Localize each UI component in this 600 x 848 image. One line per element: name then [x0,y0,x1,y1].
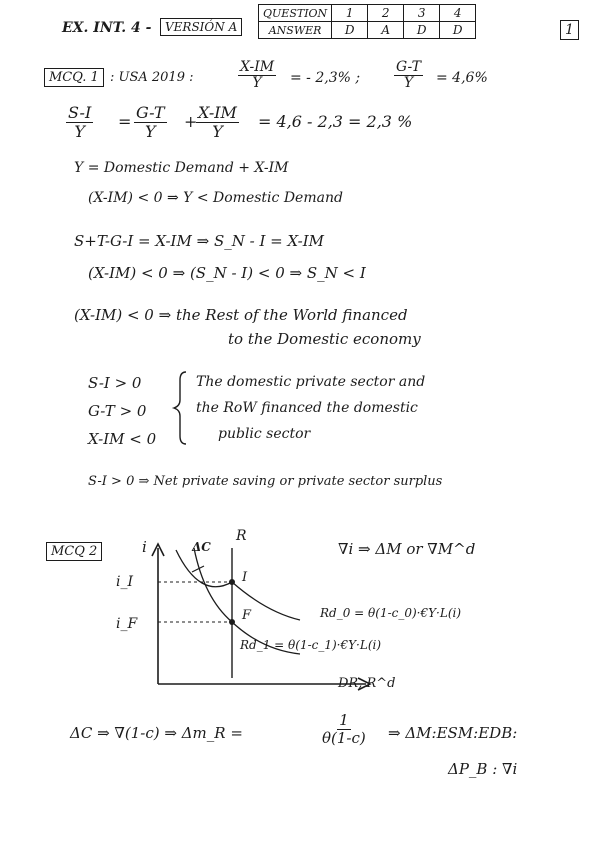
question-number: 3 [404,5,440,22]
fraction-denominator: θ(1-c) [322,728,366,747]
question-header: QUESTION [259,5,332,22]
interest-axis-label: i [142,538,147,556]
fraction-denominator: Y [403,75,414,92]
point-initial-label: I [242,570,248,585]
version-label: VERSIÓN A [160,18,242,36]
reserve-label: R [236,528,247,544]
reserves-axis-label: DR, R^d [338,676,396,691]
answer-value: A [368,22,404,39]
fraction-denominator: Y [252,75,262,92]
shift-arrow [192,566,204,572]
fraction-denominator: Y [212,121,223,141]
mcq2-label: MCQ 2 [46,542,102,561]
condition-explanation: the RoW financed the domestic [196,400,418,416]
initial-demand-equation: Rd_0 = θ(1-c_0)·€Y·L(i) [320,606,462,620]
fraction-denominator: Y [145,121,156,141]
public-deficit-value: = 4,6% [436,70,488,86]
fraction-numerator: X-IM [240,59,275,75]
plus-sign: + [184,112,198,131]
saving-result: = 4,6 - 2,3 = 2,3 % [258,112,413,131]
delta-c-label: ΔC [192,540,211,554]
page-number: 1 [560,20,579,40]
fraction-numerator: G-T [396,59,422,75]
reasoning-line: (X-IM) < 0 ⇒ Y < Domestic Demand [88,190,343,206]
multiplier-chain: ΔC ⇒ ∇(1-c) ⇒ Δm_R = [70,724,243,742]
reasoning-line: to the Domestic economy [228,330,421,348]
multiplier-fraction [322,712,366,746]
mcq1-intro: : USA 2019 : [110,70,194,85]
reasoning-line: (X-IM) < 0 ⇒ the Rest of the World financed [74,306,408,324]
point-final [229,619,235,625]
point-initial [229,579,235,585]
fraction-denominator: Y [74,121,85,141]
bond-price-note: ΔP_B : ∇i [448,760,518,778]
answer-header: ANSWER [259,22,332,39]
question-number: 1 [332,5,368,22]
multiplier-consequence: ⇒ ΔM:ESM:EDB: [388,724,518,742]
condition-explanation: public sector [218,426,311,442]
final-rate-label: i_F [116,616,138,632]
fraction-numerator: 1 [339,711,349,729]
demand-curve-initial [176,550,300,620]
reasoning-line: S+T-G-I = X-IM ⇒ S_N - I = X-IM [74,232,324,250]
fraction-numerator: G-T [136,103,165,122]
fraction-numerator: X-IM [198,103,237,122]
question-number: 4 [440,5,476,22]
net-exports-value: = - 2,3% ; [290,70,361,86]
rate-money-note: ∇i ⇒ ΔM or ∇M^d [338,540,476,558]
answer-value: D [404,22,440,39]
point-final-label: F [242,608,252,623]
answer-value: D [332,22,368,39]
reasoning-line: Y = Domestic Demand + X-IM [74,160,289,176]
equals-sign: = [118,112,132,131]
condition-external: X-IM < 0 [88,430,157,448]
exam-title: EX. INT. 4 - [62,20,152,36]
question-number: 2 [368,5,404,22]
condition-public: G-T > 0 [88,402,147,420]
net-private-saving-line: S-I > 0 ⇒ Net private saving or private sector surplus [88,474,443,489]
condition-private: S-I > 0 [88,374,142,392]
condition-explanation: The domestic private sector and [196,374,426,390]
reasoning-line: (X-IM) < 0 ⇒ (S_N - I) < 0 ⇒ S_N < I [88,264,366,282]
answer-value: D [440,22,476,39]
initial-rate-label: i_I [116,574,134,590]
mcq1-label: MCQ. 1 [44,68,104,87]
shifted-demand-equation: Rd_1 = θ(1-c_1)·€Y·L(i) [240,638,382,652]
fraction-numerator: S-I [68,103,92,122]
